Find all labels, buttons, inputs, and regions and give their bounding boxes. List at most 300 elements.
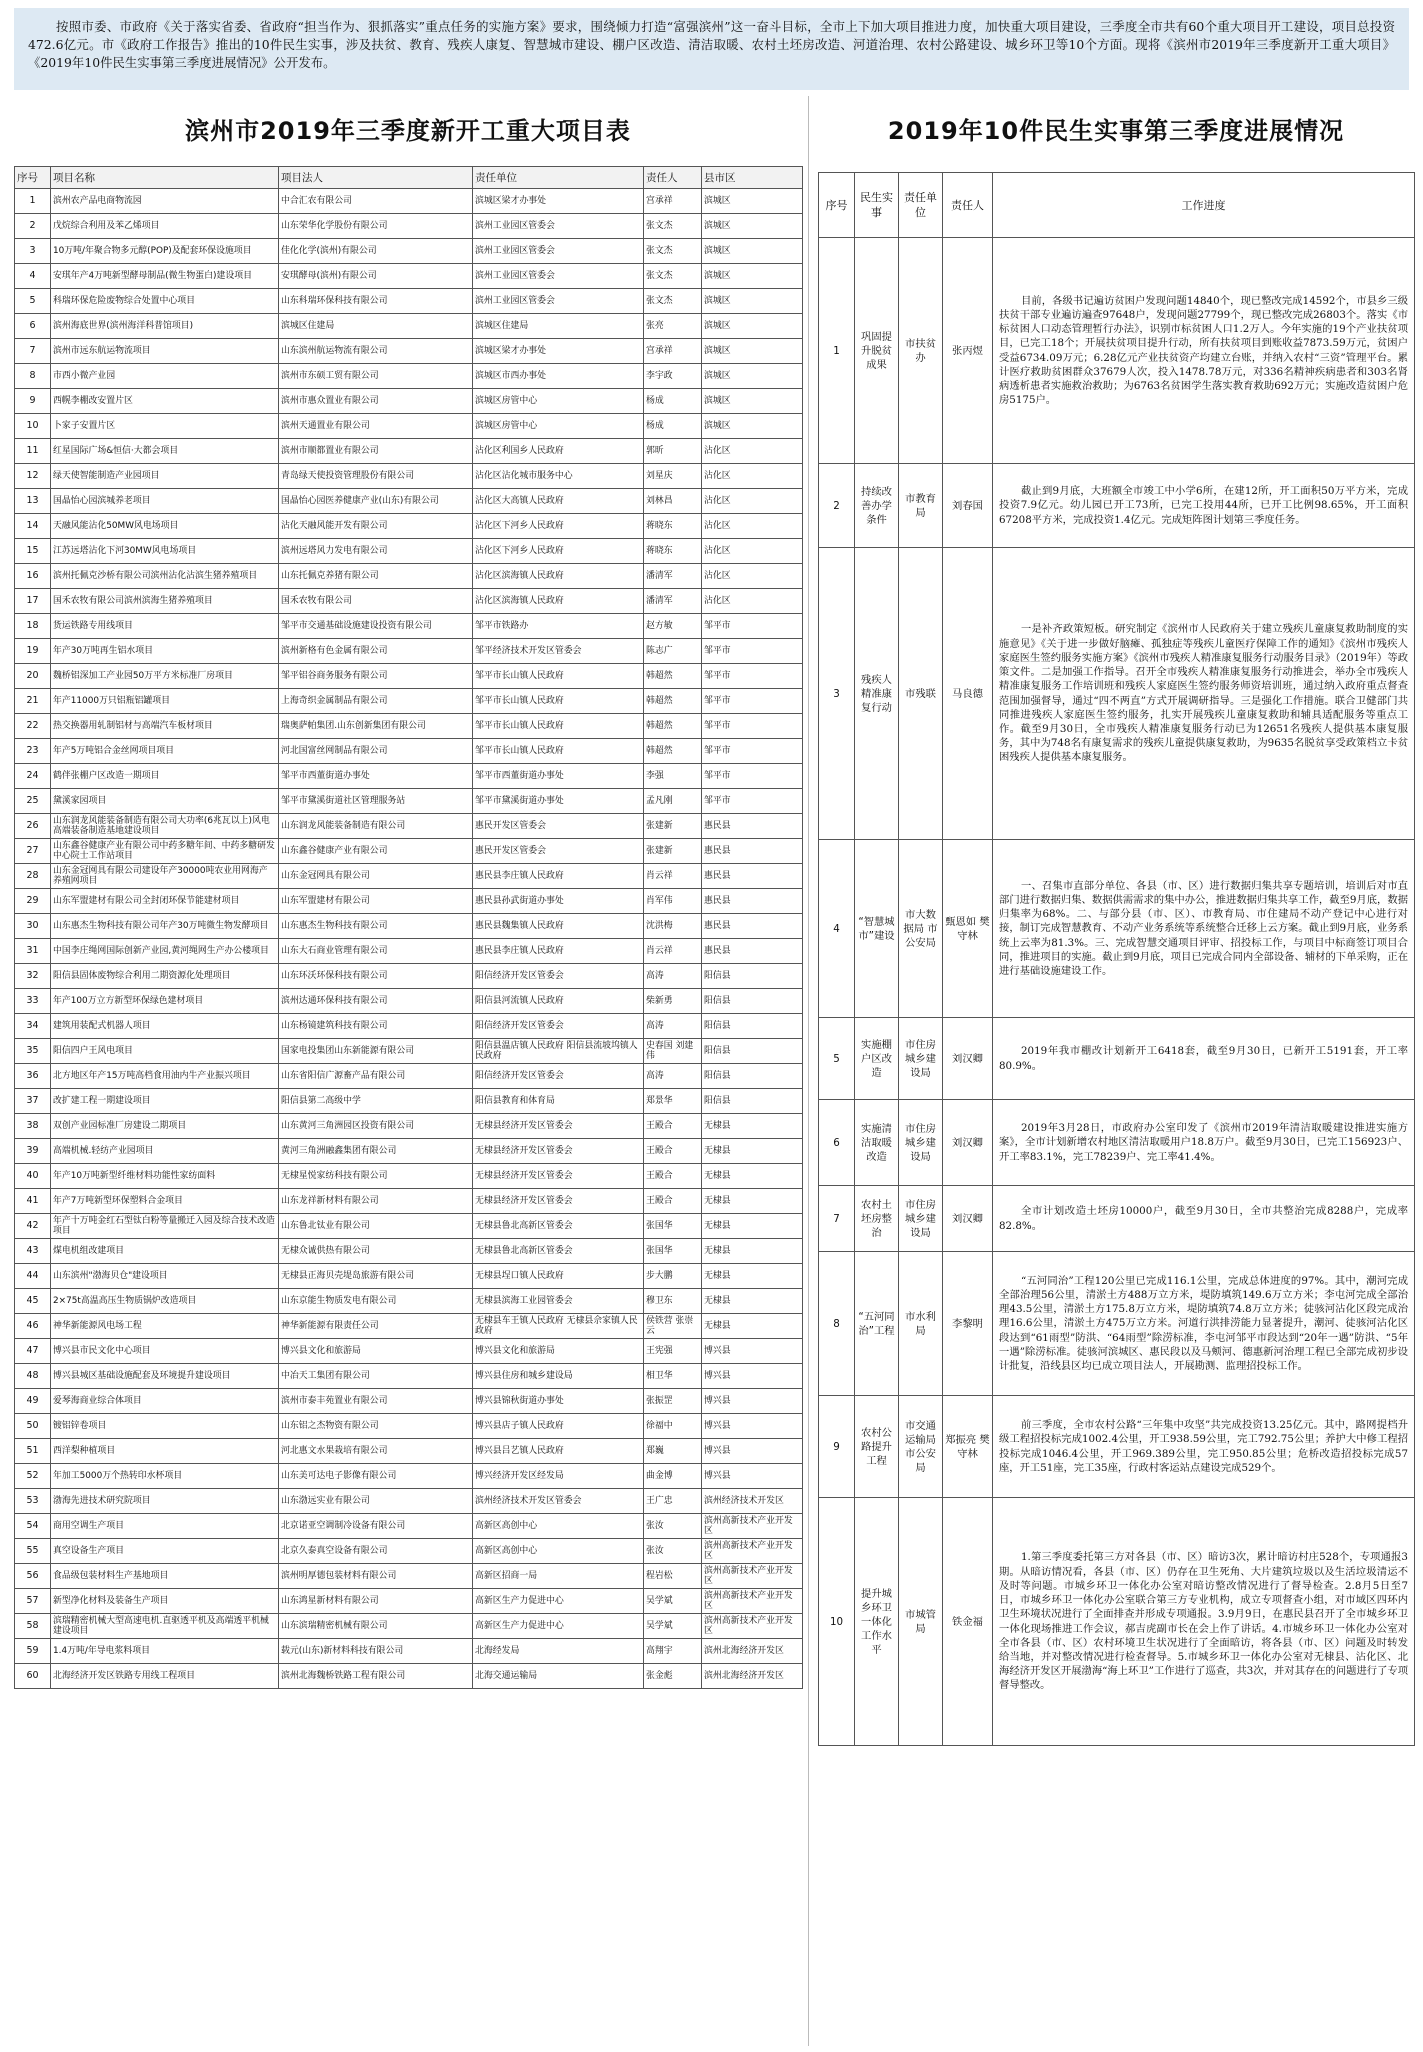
project-row: [15, 1014, 803, 1039]
project-cell: 阳信四户王风电项目: [51, 1039, 279, 1064]
project-cell: 杨成: [644, 414, 702, 439]
project-row: [15, 714, 803, 739]
project-cell: 博兴县: [702, 1389, 803, 1414]
livelihood-row: [819, 1100, 1415, 1186]
project-cell: 滨城区房管中心: [473, 389, 644, 414]
project-row: [15, 314, 803, 339]
project-cell: 滨城区: [702, 289, 803, 314]
project-row: [15, 389, 803, 414]
project-cell: 山东润龙风能装备制造有限公司大功率(6兆瓦以上)风电高端装备制造基地建设项目: [51, 814, 279, 839]
livelihood-cell: 市残联: [899, 548, 943, 840]
project-cell: 滨城区: [702, 264, 803, 289]
project-cell: 无棣县: [702, 1189, 803, 1214]
project-cell: 47: [15, 1339, 51, 1364]
project-cell: 镀铝锌卷项目: [51, 1414, 279, 1439]
project-cell: 郑景华: [644, 1089, 702, 1114]
project-cell: 相卫华: [644, 1364, 702, 1389]
project-cell: 沾化区利国乡人民政府: [473, 439, 644, 464]
project-cell: 惠民县: [702, 814, 803, 839]
project-cell: 高新区高创中心: [473, 1539, 644, 1564]
project-cell: 滨州工业园区管委会: [473, 289, 644, 314]
project-cell: 滨州市泰丰苑置业有限公司: [279, 1389, 473, 1414]
project-cell: 30: [15, 914, 51, 939]
project-cell: 37: [15, 1089, 51, 1114]
livelihood-row: [819, 238, 1415, 464]
project-cell: 无棣县经济开发区管委会: [473, 1189, 644, 1214]
project-cell: 阳信经济开发区管委会: [473, 1064, 644, 1089]
project-cell: 山东金冠网具有限公司: [279, 864, 473, 889]
project-cell: 山东渤远实业有限公司: [279, 1489, 473, 1514]
livelihood-cell: 马良德: [943, 548, 993, 840]
project-cell: 阳信经济开发区管委会: [473, 1014, 644, 1039]
project-cell: 穆卫东: [644, 1289, 702, 1314]
project-cell: 阳信县: [702, 1039, 803, 1064]
project-row: [15, 1364, 803, 1389]
project-row: [15, 789, 803, 814]
project-cell: 滨城区: [702, 214, 803, 239]
project-cell: 山东军盟建材有限公司全封闭环保节能建材项目: [51, 889, 279, 914]
project-cell: 2: [15, 214, 51, 239]
project-cell: 滨州市惠众置业有限公司: [279, 389, 473, 414]
project-row: [15, 914, 803, 939]
project-cell: 10万吨/年聚合物多元醇(POP)及配套环保设施项目: [51, 239, 279, 264]
project-cell: 建筑用装配式机器人项目: [51, 1014, 279, 1039]
project-row: [15, 1464, 803, 1489]
livelihood-cell: 李黎明: [943, 1252, 993, 1396]
project-cell: 食品级包装材料生产基地项目: [51, 1564, 279, 1589]
livelihood-header-cell: 序号: [819, 173, 855, 238]
project-cell: 59: [15, 1639, 51, 1664]
project-cell: 高涛: [644, 1014, 702, 1039]
project-cell: 16: [15, 564, 51, 589]
project-cell: 国晶怡心园医养健康产业(山东)有限公司: [279, 489, 473, 514]
project-row: [15, 764, 803, 789]
project-cell: 邹平市: [702, 789, 803, 814]
project-cell: 滨州明厚德包装材料有限公司: [279, 1564, 473, 1589]
project-cell: 国家电投集团山东新能源有限公司: [279, 1039, 473, 1064]
projects-table: [14, 166, 803, 1689]
progress-text: 截止到9月底，大班额全市竣工中小学6所，在建12所，开工面积50万平方米，完成投资7.9亿元。幼儿园已开工73所，已完工投用44所，已开工比例98.65%，开工面积67208平方米，完成投资1.4亿元。完成矩阵图计划第三季度任务。: [993, 464, 1415, 548]
project-cell: 无棣县: [702, 1114, 803, 1139]
project-cell: 博兴县市民文化中心项目: [51, 1339, 279, 1364]
project-cell: 王殿合: [644, 1114, 702, 1139]
project-cell: 8: [15, 364, 51, 389]
livelihood-cell: 3: [819, 548, 855, 840]
project-cell: 神华新能源有限责任公司: [279, 1314, 473, 1339]
project-cell: 无棣县鲁北高新区管委会: [473, 1239, 644, 1264]
project-cell: 张建新: [644, 814, 702, 839]
project-cell: 4: [15, 264, 51, 289]
livelihood-row: [819, 548, 1415, 840]
project-cell: 1: [15, 189, 51, 214]
project-cell: 21: [15, 689, 51, 714]
project-cell: 沾化区: [702, 439, 803, 464]
livelihood-cell: 铁金福: [943, 1498, 993, 1746]
project-cell: 邹平市长山镇人民政府: [473, 714, 644, 739]
project-row: [15, 739, 803, 764]
project-cell: 王殿合: [644, 1164, 702, 1189]
column-divider: [808, 96, 809, 2046]
project-cell: 货运铁路专用线项目: [51, 614, 279, 639]
project-cell: 年产100万立方新型环保绿色建材项目: [51, 989, 279, 1014]
project-cell: 山东京能生物质发电有限公司: [279, 1289, 473, 1314]
project-cell: 沾化区: [702, 539, 803, 564]
project-cell: 博兴县店子镇人民政府: [473, 1414, 644, 1439]
project-cell: 沾化区: [702, 514, 803, 539]
project-cell: 张国华: [644, 1214, 702, 1239]
project-cell: 10: [15, 414, 51, 439]
livelihood-cell: 残疾人精准康复行动: [855, 548, 899, 840]
project-cell: 滨州新格有色金属有限公司: [279, 639, 473, 664]
project-cell: 张文杰: [644, 264, 702, 289]
project-row: [15, 1139, 803, 1164]
project-cell: 38: [15, 1114, 51, 1139]
livelihood-cell: 市扶贫办: [899, 238, 943, 464]
project-row: [15, 614, 803, 639]
project-row: [15, 1039, 803, 1064]
livelihood-row: [819, 464, 1415, 548]
project-cell: 博兴县: [702, 1464, 803, 1489]
livelihood-cell: 刘汉卿: [943, 1100, 993, 1186]
project-cell: 沾化区下河乡人民政府: [473, 539, 644, 564]
project-cell: 滨州工业园区管委会: [473, 214, 644, 239]
project-row: [15, 1089, 803, 1114]
project-cell: 惠民县李庄镇人民政府: [473, 939, 644, 964]
project-cell: 年产7万吨新型环保塑料合金项目: [51, 1189, 279, 1214]
project-row: [15, 814, 803, 839]
project-cell: 无棣县正海贝壳堤岛旅游有限公司: [279, 1264, 473, 1289]
project-cell: 无棣县经济开发区管委会: [473, 1139, 644, 1164]
project-cell: 邹平市长山镇人民政府: [473, 664, 644, 689]
project-cell: 郑巍: [644, 1439, 702, 1464]
project-cell: 潘清军: [644, 564, 702, 589]
project-cell: 1.4万吨/年导电浆料项目: [51, 1639, 279, 1664]
project-cell: 阳信县教育和体育局: [473, 1089, 644, 1114]
livelihood-row: [819, 1186, 1415, 1252]
project-cell: 惠民县: [702, 864, 803, 889]
project-cell: 北京久泰真空设备有限公司: [279, 1539, 473, 1564]
project-cell: 安琪年产4万吨新型酵母制品(微生物蛋白)建设项目: [51, 264, 279, 289]
project-cell: 博兴县: [702, 1364, 803, 1389]
project-cell: 肖云祥: [644, 864, 702, 889]
project-cell: 邹平市: [702, 739, 803, 764]
project-row: [15, 539, 803, 564]
project-cell: 刘林昌: [644, 489, 702, 514]
project-cell: 无棣县车王镇人民政府 无棣县佘家镇人民政府: [473, 1314, 644, 1339]
project-cell: 刘星庆: [644, 464, 702, 489]
livelihood-cell: 市教育局: [899, 464, 943, 548]
projects-header-cell: 项目法人: [279, 167, 473, 189]
intro-paragraph: 按照市委、市政府《关于落实省委、省政府“担当作为、狠抓落实”重点任务的实施方案》要求，围绕倾力打造“富强滨州”这一奋斗目标，全市上下加大项目推进力度，加快重大项目建设，三季度全市共有60个重大项目开工建设，项目总投资472.6亿元。市《政府工作报告》推出的10件民生实事，涉及扶贫、教育、残疾人康复、智慧城市建设、棚户区改造、清洁取暖、农村土坯房改造、河道治理、农村公路建设、城乡环卫等10个方面。现将《滨州市2019年三季度新开工重大项目》《2019年10件民生实事第三季度进展情况》公开发布。: [14, 8, 1409, 90]
project-cell: 阳信县: [702, 964, 803, 989]
livelihood-cell: 市住房城乡建设局: [899, 1018, 943, 1100]
progress-text: 一是补齐政策短板。研究制定《滨州市人民政府关于建立残疾儿童康复救助制度的实施意见》《关于进一步做好脑瘫、孤独症等残疾儿童医疗保障工作的通知》《滨州市残疾人家庭医生签约服务实施方案》《滨州市残疾人精准康复服务行动服务目录》（2019年）等政策文件。二是加强工作指导。召开全市残疾人精准康复服务行动推进会，举办全市残疾人精准康复服务工作培训班和残疾人家庭医生签约服务师资培训班，通过纳入政府重点督查范围加强督导，通过“四不两直”方式开展调研指导。三是强化工作措施。联合卫健部门共同推进残疾人家庭医生签约服务，扎实开展残疾儿童康复救助和辅具适配服务等重点工作。截至9月30日，全市残疾人精准康复服务行动已为12651名残疾人提供基本康复服务，其中为748名有康复需求的残疾儿童提供康复救助，为9635名脱贫享受政策档立卡贫困残疾人提供基本康复服务。: [993, 548, 1415, 840]
project-cell: 河北国富丝网制品有限公司: [279, 739, 473, 764]
project-cell: 博兴县住房和城乡建设局: [473, 1364, 644, 1389]
project-cell: 中国李庄绳网国际创新产业园,黄河绳网生产办公楼项目: [51, 939, 279, 964]
livelihood-row: [819, 1498, 1415, 1746]
project-cell: 沾化区: [702, 589, 803, 614]
project-cell: 滨州高新技术产业开发区: [702, 1614, 803, 1639]
project-cell: 52: [15, 1464, 51, 1489]
project-row: [15, 1514, 803, 1539]
project-cell: 无棣众诚供热有限公司: [279, 1239, 473, 1264]
project-cell: 34: [15, 1014, 51, 1039]
project-row: [15, 689, 803, 714]
project-row: [15, 564, 803, 589]
project-cell: 邹平市: [702, 614, 803, 639]
project-row: [15, 289, 803, 314]
project-cell: 无棣县: [702, 1214, 803, 1239]
project-cell: 15: [15, 539, 51, 564]
project-cell: 28: [15, 864, 51, 889]
project-cell: 陈志广: [644, 639, 702, 664]
project-cell: 渤海先进技术研究院项目: [51, 1489, 279, 1514]
project-cell: 无棣县: [702, 1289, 803, 1314]
project-cell: 沾化区: [702, 489, 803, 514]
project-cell: 河北惠文水果栽培有限公司: [279, 1439, 473, 1464]
project-cell: 张亮: [644, 314, 702, 339]
project-row: [15, 889, 803, 914]
project-cell: 滨城区梁才办事处: [473, 339, 644, 364]
project-cell: 赵方敏: [644, 614, 702, 639]
project-cell: 32: [15, 964, 51, 989]
projects-header-cell: 责任人: [644, 167, 702, 189]
livelihood-cell: 农村土坯房整治: [855, 1186, 899, 1252]
project-cell: 黄河三角洲融鑫集团有限公司: [279, 1139, 473, 1164]
project-cell: 无棣县: [702, 1264, 803, 1289]
project-cell: 山东鑫谷健康产业有限公司中药多糖年间、中药多糖研发中心院士工作站项目: [51, 839, 279, 864]
project-cell: 改扩建工程一期建设项目: [51, 1089, 279, 1114]
livelihood-title: 2019年10件民生实事第三季度进展情况: [887, 117, 1345, 145]
project-cell: 潘清军: [644, 589, 702, 614]
livelihood-cell: 1: [819, 238, 855, 464]
project-cell: 王殿合: [644, 1189, 702, 1214]
project-cell: 天融风能沾化50MW风电场项目: [51, 514, 279, 539]
project-row: [15, 1614, 803, 1639]
project-cell: 31: [15, 939, 51, 964]
project-cell: 张金彪: [644, 1664, 702, 1689]
project-cell: 沾化区下河乡人民政府: [473, 514, 644, 539]
project-row: [15, 639, 803, 664]
project-cell: 滨城区梁才办事处: [473, 189, 644, 214]
project-row: [15, 189, 803, 214]
project-cell: 绿天使智能制造产业园项目: [51, 464, 279, 489]
project-cell: 44: [15, 1264, 51, 1289]
project-cell: 43: [15, 1239, 51, 1264]
project-cell: 高涛: [644, 1064, 702, 1089]
project-cell: 博兴县城区基础设施配套及环境提升建设项目: [51, 1364, 279, 1389]
project-cell: 山东托佩克养猪有限公司: [279, 564, 473, 589]
project-row: [15, 239, 803, 264]
project-cell: 江苏远塔沾化下河30MW风电场项目: [51, 539, 279, 564]
project-cell: 滨州高新技术产业开发区: [702, 1589, 803, 1614]
project-cell: 51: [15, 1439, 51, 1464]
project-cell: 滨州市顺都置业有限公司: [279, 439, 473, 464]
project-cell: 张汝: [644, 1539, 702, 1564]
project-cell: 山东科瑞环保科技有限公司: [279, 289, 473, 314]
livelihood-cell: 市水利局: [899, 1252, 943, 1396]
project-cell: 惠民县孙武街道办事处: [473, 889, 644, 914]
project-cell: 载元(山东)新材料科技有限公司: [279, 1639, 473, 1664]
project-cell: 博兴县锦秋街道办事处: [473, 1389, 644, 1414]
project-row: [15, 1664, 803, 1689]
project-cell: 鹤伴张棚户区改造一期项目: [51, 764, 279, 789]
project-cell: 13: [15, 489, 51, 514]
project-row: [15, 989, 803, 1014]
project-cell: 阳信县: [702, 989, 803, 1014]
project-cell: 张文杰: [644, 239, 702, 264]
project-cell: 黛溪家园项目: [51, 789, 279, 814]
project-cell: 沾化区滨海镇人民政府: [473, 589, 644, 614]
project-cell: 高新区高创中心: [473, 1514, 644, 1539]
project-cell: 无棣县鲁北高新区管委会: [473, 1214, 644, 1239]
project-cell: 60: [15, 1664, 51, 1689]
livelihood-cell: “五河同治”工程: [855, 1252, 899, 1396]
livelihood-cell: 市大数据局 市公安局: [899, 840, 943, 1018]
project-cell: 45: [15, 1289, 51, 1314]
project-cell: 安琪酵母(滨州)有限公司: [279, 264, 473, 289]
project-cell: 46: [15, 1314, 51, 1339]
project-cell: 滨州高新技术产业开发区: [702, 1539, 803, 1564]
project-cell: 孟凡刚: [644, 789, 702, 814]
project-cell: 无棣县经济开发区管委会: [473, 1114, 644, 1139]
project-cell: 滨州北海魏桥铁路工程有限公司: [279, 1664, 473, 1689]
project-row: [15, 439, 803, 464]
project-cell: 山东大石商业管理有限公司: [279, 939, 473, 964]
project-cell: 韩超然: [644, 739, 702, 764]
project-cell: 36: [15, 1064, 51, 1089]
project-cell: 山东荣华化学股份有限公司: [279, 214, 473, 239]
project-cell: 侯铁营 张崇云: [644, 1314, 702, 1339]
project-cell: 邹平市: [702, 639, 803, 664]
project-cell: 滨州高新技术产业开发区: [702, 1564, 803, 1589]
project-row: [15, 1289, 803, 1314]
livelihood-cell: 市城管局: [899, 1498, 943, 1746]
project-cell: 滨州达通环保科技有限公司: [279, 989, 473, 1014]
livelihood-header-cell: 民生实事: [855, 173, 899, 238]
project-cell: 滨州天通置业有限公司: [279, 414, 473, 439]
project-row: [15, 1589, 803, 1614]
project-cell: 18: [15, 614, 51, 639]
project-cell: 邹平市铁路办: [473, 614, 644, 639]
project-row: [15, 1239, 803, 1264]
project-cell: 邹平市黛溪街道办事处: [473, 789, 644, 814]
project-cell: 高端机械.轻纺产业园项目: [51, 1139, 279, 1164]
project-cell: 20: [15, 664, 51, 689]
project-cell: 6: [15, 314, 51, 339]
livelihood-header-cell: 工作进度: [993, 173, 1415, 238]
project-cell: 无棣县埕口镇人民政府: [473, 1264, 644, 1289]
livelihood-table: [818, 172, 1415, 1746]
project-cell: 54: [15, 1514, 51, 1539]
project-cell: 惠民县: [702, 939, 803, 964]
project-cell: 上海奇织金属制品有限公司: [279, 689, 473, 714]
project-row: [15, 964, 803, 989]
project-cell: 张建新: [644, 839, 702, 864]
project-cell: 徐福中: [644, 1414, 702, 1439]
livelihood-cell: 刘春国: [943, 464, 993, 548]
livelihood-cell: 6: [819, 1100, 855, 1186]
project-cell: 山东金冠网具有限公司建设年产30000吨农业用网海产养殖网项目: [51, 864, 279, 889]
project-cell: 22: [15, 714, 51, 739]
project-cell: 韩超然: [644, 689, 702, 714]
progress-text: 2019年3月28日，市政府办公室印发了《滨州市2019年清洁取暖建设推进实施方案》，全市计划新增农村地区清洁取暖用户18.8万户。截至9月30日，已完工156923户、开工率83.1%，完工78239户、完工率41.4%。: [993, 1100, 1415, 1186]
project-cell: 肖军伟: [644, 889, 702, 914]
livelihood-cell: 持续改善办学条件: [855, 464, 899, 548]
project-cell: 红星国际广场&恒信·大都会项目: [51, 439, 279, 464]
project-cell: 56: [15, 1564, 51, 1589]
project-cell: 滨州工业园区管委会: [473, 264, 644, 289]
livelihood-cell: 农村公路提升工程: [855, 1396, 899, 1498]
project-row: [15, 1389, 803, 1414]
projects-title: 滨州市2019年三季度新开工重大项目表: [185, 117, 631, 145]
project-row: [15, 1539, 803, 1564]
project-cell: 高翔宇: [644, 1639, 702, 1664]
project-cell: 沾化区大高镇人民政府: [473, 489, 644, 514]
project-row: [15, 589, 803, 614]
project-cell: 惠民县: [702, 914, 803, 939]
project-cell: 滨城区: [702, 314, 803, 339]
project-row: [15, 1489, 803, 1514]
project-cell: 北方地区年产15万吨高档食用油内牛产业振兴项目: [51, 1064, 279, 1089]
project-cell: 高新区生产力促进中心: [473, 1614, 644, 1639]
project-cell: 李宇政: [644, 364, 702, 389]
project-row: [15, 1264, 803, 1289]
project-cell: 青岛绿天使投资管理股份有限公司: [279, 464, 473, 489]
project-row: [15, 1214, 803, 1239]
project-cell: 西洋梨种植项目: [51, 1439, 279, 1464]
project-cell: 蒋晓东: [644, 539, 702, 564]
project-cell: 55: [15, 1539, 51, 1564]
project-cell: 高新区生产力促进中心: [473, 1589, 644, 1614]
project-cell: 北京诺亚空调制冷设备有限公司: [279, 1514, 473, 1539]
project-cell: 惠民县: [702, 889, 803, 914]
project-cell: 博兴县文化和旅游局: [473, 1339, 644, 1364]
project-cell: 中合汇农有限公司: [279, 189, 473, 214]
livelihood-cell: 实施清洁取暖改造: [855, 1100, 899, 1186]
project-cell: 王广忠: [644, 1489, 702, 1514]
livelihood-cell: 9: [819, 1396, 855, 1498]
project-cell: 17: [15, 589, 51, 614]
project-cell: 中冶天工集团有限公司: [279, 1364, 473, 1389]
project-cell: 无棣县: [702, 1164, 803, 1189]
project-cell: 41: [15, 1189, 51, 1214]
project-cell: 双创产业园标准厂房建设二期项目: [51, 1114, 279, 1139]
project-cell: 宫承祥: [644, 339, 702, 364]
project-cell: 爱琴海商业综合体项目: [51, 1389, 279, 1414]
project-cell: 滨州经济技术开发区: [702, 1489, 803, 1514]
project-cell: 邹平市: [702, 689, 803, 714]
project-cell: 博兴县: [702, 1414, 803, 1439]
livelihood-cell: 8: [819, 1252, 855, 1396]
project-cell: 24: [15, 764, 51, 789]
project-cell: 滨城区房管中心: [473, 414, 644, 439]
projects-header-cell: 县市区: [702, 167, 803, 189]
livelihood-row: [819, 840, 1415, 1018]
project-row: [15, 1439, 803, 1464]
project-cell: 50: [15, 1414, 51, 1439]
project-row: [15, 1639, 803, 1664]
progress-text: 一、召集市直部分单位、各县（市、区）进行数据归集共享专题培训，培训后对市直部门进行数据归集、数据供需需求的集中办公，推进数据归集共享工作，截至9月底，数据归集率为68%。二、与部分县（市、区）、市教育局、市住建局不动产登记中心进行对接，制订完成智慧教育、不动产业务系统等系统整合迁移上云方案。截止到9月底，业务系统上云率为81.3%。三、完成智慧交通项目评审、招投标工作，与项目中标商签订项目合同，推进项目的实施。截止到9月底，项目已完成合同内全部设备、辅材的下单采购，正在进行基础设施建设工作。: [993, 840, 1415, 1018]
project-cell: 柴新勇: [644, 989, 702, 1014]
project-cell: 阳信县: [702, 1089, 803, 1114]
project-cell: 9: [15, 389, 51, 414]
project-cell: 无棣星悦家纺科技有限公司: [279, 1164, 473, 1189]
project-cell: 年产十万吨金红石型钛白粉等量搬迁入园及综合技术改造项目: [51, 1214, 279, 1239]
project-cell: 滨州高新技术产业开发区: [702, 1514, 803, 1539]
project-cell: 阳信县第二高级中学: [279, 1089, 473, 1114]
